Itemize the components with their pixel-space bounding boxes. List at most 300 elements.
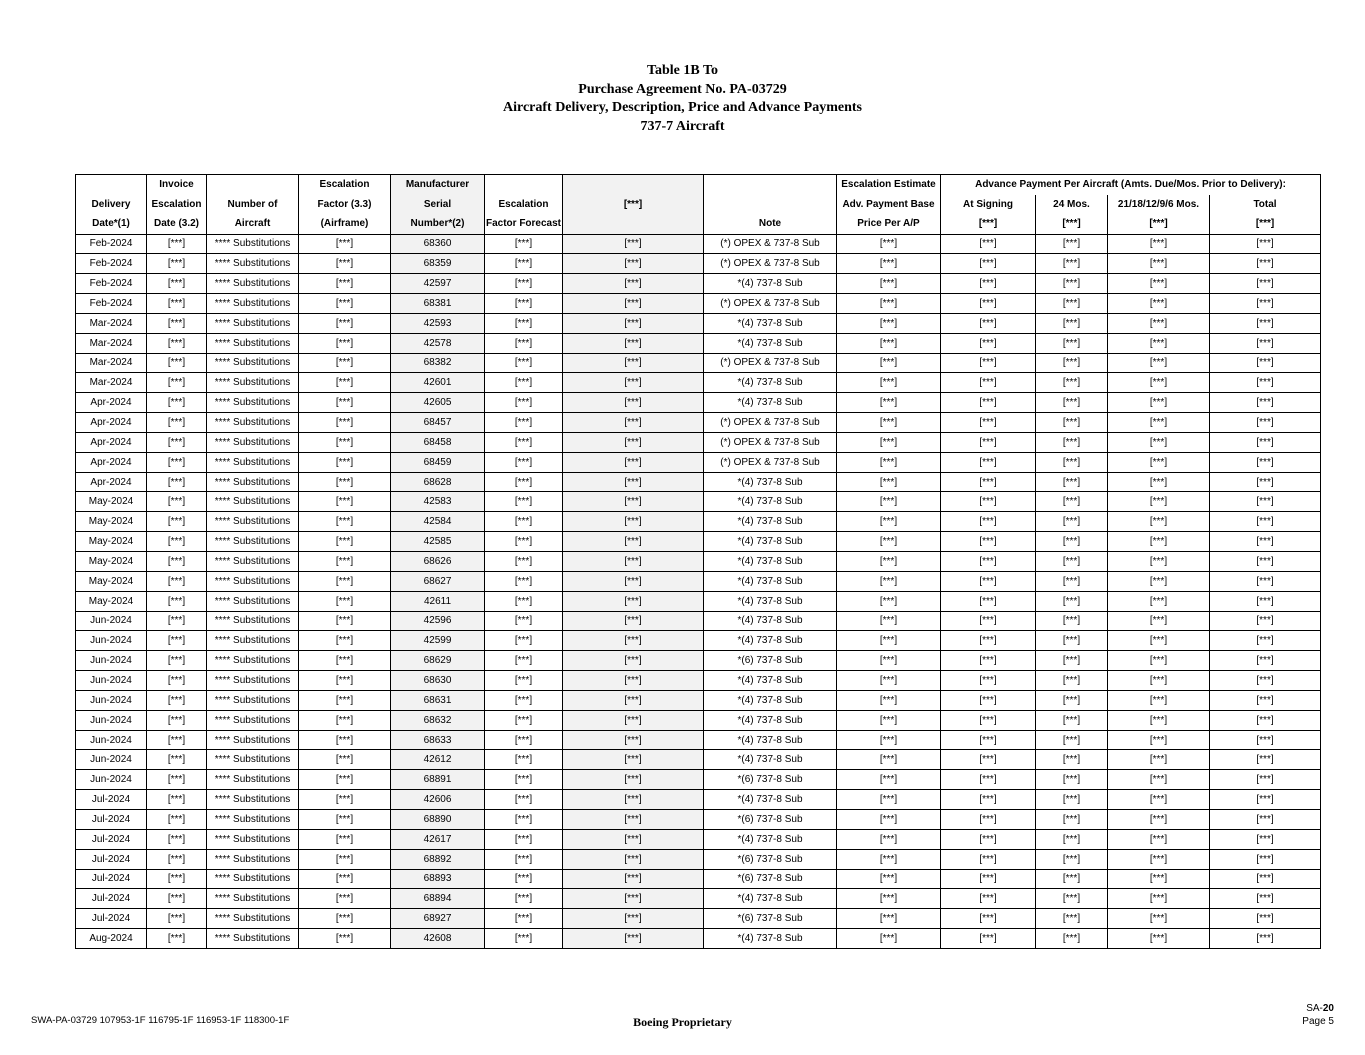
cell-factor-forecast: [***] — [485, 809, 563, 829]
footer-page-info — [1302, 1003, 1334, 1028]
cell-estimate-price: [***] — [837, 929, 941, 949]
title-line-2: Purchase Agreement No. PA-03729 — [578, 81, 787, 97]
cell-serial-number: 42596 — [391, 611, 485, 631]
cell-at-signing: [***] — [941, 889, 1036, 909]
cell-total: [***] — [1210, 889, 1321, 909]
cell-estimate-price: [***] — [837, 730, 941, 750]
cell-at-signing: [***] — [941, 313, 1036, 333]
cell-21-mos: [***] — [1108, 492, 1210, 512]
cell-note: *(4) 737-8 Sub — [704, 532, 837, 552]
cell-delivery-date: Apr-2024 — [76, 452, 147, 472]
cell-note: *(4) 737-8 Sub — [704, 631, 837, 651]
cell-delivery-date: May-2024 — [76, 552, 147, 572]
cell-factor-forecast: [***] — [485, 611, 563, 631]
cell-invoice-date: [***] — [147, 492, 207, 512]
cell-invoice-date: [***] — [147, 532, 207, 552]
cell-24-mos: [***] — [1036, 571, 1108, 591]
cell-at-signing: [***] — [941, 631, 1036, 651]
cell-escalation-factor: [***] — [299, 313, 391, 333]
cell-total: [***] — [1210, 373, 1321, 393]
footer-page-number: Page 5 — [1302, 1015, 1334, 1027]
cell-number-of-aircraft: **** Substitutions — [207, 294, 299, 314]
cell-21-mos: [***] — [1108, 829, 1210, 849]
cell-24-mos: [***] — [1036, 353, 1108, 373]
cell-note: (*) OPEX & 737-8 Sub — [704, 413, 837, 433]
cell-number-of-aircraft: **** Substitutions — [207, 333, 299, 353]
table-row — [76, 889, 1321, 909]
cell-escalation-factor: [***] — [299, 909, 391, 929]
cell-invoice-date: [***] — [147, 889, 207, 909]
cell-24-mos: [***] — [1036, 313, 1108, 333]
header-invoice: Invoice — [147, 175, 207, 195]
cell-factor-forecast: [***] — [485, 512, 563, 532]
cell-delivery-date: Feb-2024 — [76, 234, 147, 254]
cell-redacted: [***] — [563, 770, 704, 790]
table-header — [76, 175, 1321, 235]
cell-escalation-factor: [***] — [299, 849, 391, 869]
cell-factor-forecast: [***] — [485, 472, 563, 492]
cell-21-mos: [***] — [1108, 234, 1210, 254]
table-row — [76, 333, 1321, 353]
cell-invoice-date: [***] — [147, 790, 207, 810]
cell-factor-forecast: [***] — [485, 690, 563, 710]
cell-escalation-factor: [***] — [299, 750, 391, 770]
cell-factor-forecast: [***] — [485, 651, 563, 671]
cell-invoice-date: [***] — [147, 730, 207, 750]
cell-factor-forecast: [***] — [485, 532, 563, 552]
cell-number-of-aircraft: **** Substitutions — [207, 393, 299, 413]
cell-24-mos: [***] — [1036, 234, 1108, 254]
cell-total: [***] — [1210, 512, 1321, 532]
cell-invoice-date: [***] — [147, 651, 207, 671]
header-delivery: Delivery — [76, 195, 147, 215]
cell-number-of-aircraft: **** Substitutions — [207, 750, 299, 770]
cell-at-signing: [***] — [941, 353, 1036, 373]
cell-factor-forecast: [***] — [485, 294, 563, 314]
cell-factor-forecast: [***] — [485, 234, 563, 254]
cell-at-signing: [***] — [941, 929, 1036, 949]
cell-at-signing: [***] — [941, 492, 1036, 512]
cell-escalation-factor: [***] — [299, 571, 391, 591]
cell-delivery-date: Mar-2024 — [76, 373, 147, 393]
table-row — [76, 611, 1321, 631]
cell-total: [***] — [1210, 532, 1321, 552]
table-row — [76, 710, 1321, 730]
cell-24-mos: [***] — [1036, 432, 1108, 452]
table-row — [76, 234, 1321, 254]
cell-estimate-price: [***] — [837, 492, 941, 512]
cell-redacted: [***] — [563, 353, 704, 373]
cell-escalation-factor: [***] — [299, 829, 391, 849]
cell-serial-number: 42608 — [391, 929, 485, 949]
cell-estimate-price: [***] — [837, 333, 941, 353]
header-estimate: Escalation Estimate — [837, 175, 941, 195]
cell-number-of-aircraft: **** Substitutions — [207, 274, 299, 294]
cell-24-mos: [***] — [1036, 393, 1108, 413]
cell-number-of-aircraft: **** Substitutions — [207, 770, 299, 790]
cell-24-mos: [***] — [1036, 552, 1108, 572]
cell-number-of-aircraft: **** Substitutions — [207, 690, 299, 710]
cell-invoice-date: [***] — [147, 472, 207, 492]
header-note — [704, 175, 837, 195]
cell-escalation-factor: [***] — [299, 234, 391, 254]
cell-factor-forecast: [***] — [485, 571, 563, 591]
table-row — [76, 294, 1321, 314]
cell-factor-forecast: [***] — [485, 452, 563, 472]
header-at-signing: [***] — [941, 214, 1036, 234]
cell-at-signing: [***] — [941, 730, 1036, 750]
cell-redacted: [***] — [563, 671, 704, 691]
header-invoice: Date (3.2) — [147, 214, 207, 234]
cell-note: *(4) 737-8 Sub — [704, 571, 837, 591]
cell-invoice-date: [***] — [147, 432, 207, 452]
cell-serial-number: 68927 — [391, 909, 485, 929]
cell-redacted: [***] — [563, 929, 704, 949]
cell-serial-number: 68633 — [391, 730, 485, 750]
cell-note: *(4) 737-8 Sub — [704, 611, 837, 631]
cell-delivery-date: Aug-2024 — [76, 929, 147, 949]
cell-estimate-price: [***] — [837, 571, 941, 591]
cell-redacted: [***] — [563, 571, 704, 591]
table-row — [76, 929, 1321, 949]
cell-escalation-factor: [***] — [299, 770, 391, 790]
cell-invoice-date: [***] — [147, 512, 207, 532]
cell-total: [***] — [1210, 671, 1321, 691]
cell-at-signing: [***] — [941, 710, 1036, 730]
cell-estimate-price: [***] — [837, 313, 941, 333]
cell-factor-forecast: [***] — [485, 353, 563, 373]
cell-estimate-price: [***] — [837, 651, 941, 671]
cell-delivery-date: Jun-2024 — [76, 690, 147, 710]
cell-serial-number: 68891 — [391, 770, 485, 790]
cell-number-of-aircraft: **** Substitutions — [207, 413, 299, 433]
cell-estimate-price: [***] — [837, 869, 941, 889]
cell-note: *(6) 737-8 Sub — [704, 849, 837, 869]
cell-serial-number: 42593 — [391, 313, 485, 333]
cell-delivery-date: Jun-2024 — [76, 631, 147, 651]
cell-escalation-factor: [***] — [299, 671, 391, 691]
cell-serial-number: 68359 — [391, 254, 485, 274]
cell-24-mos: [***] — [1036, 333, 1108, 353]
cell-invoice-date: [***] — [147, 611, 207, 631]
cell-21-mos: [***] — [1108, 889, 1210, 909]
cell-factor-forecast: [***] — [485, 254, 563, 274]
cell-at-signing: [***] — [941, 393, 1036, 413]
cell-delivery-date: Jul-2024 — [76, 829, 147, 849]
table-row — [76, 432, 1321, 452]
cell-factor-forecast: [***] — [485, 492, 563, 512]
cell-redacted: [***] — [563, 492, 704, 512]
cell-serial-number: 68381 — [391, 294, 485, 314]
cell-note: (*) OPEX & 737-8 Sub — [704, 353, 837, 373]
cell-escalation-factor: [***] — [299, 432, 391, 452]
cell-invoice-date: [***] — [147, 671, 207, 691]
table-row — [76, 452, 1321, 472]
header-total: Total — [1210, 195, 1321, 215]
table-row — [76, 591, 1321, 611]
cell-21-mos: [***] — [1108, 591, 1210, 611]
cell-number-of-aircraft: **** Substitutions — [207, 373, 299, 393]
cell-invoice-date: [***] — [147, 234, 207, 254]
cell-total: [***] — [1210, 274, 1321, 294]
cell-estimate-price: [***] — [837, 889, 941, 909]
cell-number-of-aircraft: **** Substitutions — [207, 790, 299, 810]
cell-estimate-price: [***] — [837, 234, 941, 254]
cell-redacted: [***] — [563, 373, 704, 393]
cell-total: [***] — [1210, 452, 1321, 472]
cell-total: [***] — [1210, 770, 1321, 790]
cell-serial-number: 68459 — [391, 452, 485, 472]
header-redacted: [***] — [563, 195, 704, 215]
cell-serial-number: 42601 — [391, 373, 485, 393]
cell-total: [***] — [1210, 750, 1321, 770]
cell-total: [***] — [1210, 929, 1321, 949]
cell-factor-forecast: [***] — [485, 413, 563, 433]
cell-redacted: [***] — [563, 254, 704, 274]
cell-21-mos: [***] — [1108, 869, 1210, 889]
cell-21-mos: [***] — [1108, 333, 1210, 353]
cell-number-of-aircraft: **** Substitutions — [207, 234, 299, 254]
cell-at-signing: [***] — [941, 571, 1036, 591]
table-row — [76, 849, 1321, 869]
cell-delivery-date: Mar-2024 — [76, 333, 147, 353]
cell-escalation-factor: [***] — [299, 353, 391, 373]
cell-at-signing: [***] — [941, 790, 1036, 810]
cell-note: (*) OPEX & 737-8 Sub — [704, 294, 837, 314]
cell-number-of-aircraft: **** Substitutions — [207, 929, 299, 949]
header-at-signing: At Signing — [941, 195, 1036, 215]
cell-redacted: [***] — [563, 274, 704, 294]
table-row — [76, 750, 1321, 770]
cell-at-signing: [***] — [941, 671, 1036, 691]
cell-total: [***] — [1210, 829, 1321, 849]
cell-total: [***] — [1210, 353, 1321, 373]
cell-note: *(4) 737-8 Sub — [704, 790, 837, 810]
cell-total: [***] — [1210, 234, 1321, 254]
header-escfactor: Escalation — [299, 175, 391, 195]
cell-21-mos: [***] — [1108, 770, 1210, 790]
cell-factor-forecast: [***] — [485, 552, 563, 572]
cell-delivery-date: Jun-2024 — [76, 651, 147, 671]
cell-at-signing: [***] — [941, 690, 1036, 710]
cell-at-signing: [***] — [941, 552, 1036, 572]
cell-24-mos: [***] — [1036, 274, 1108, 294]
cell-delivery-date: Jun-2024 — [76, 770, 147, 790]
cell-total: [***] — [1210, 552, 1321, 572]
cell-factor-forecast: [***] — [485, 333, 563, 353]
table-row — [76, 512, 1321, 532]
cell-21-mos: [***] — [1108, 274, 1210, 294]
cell-delivery-date: May-2024 — [76, 571, 147, 591]
cell-escalation-factor: [***] — [299, 651, 391, 671]
cell-redacted: [***] — [563, 690, 704, 710]
table-row — [76, 472, 1321, 492]
cell-serial-number: 68632 — [391, 710, 485, 730]
cell-note: *(4) 737-8 Sub — [704, 591, 837, 611]
cell-21-mos: [***] — [1108, 730, 1210, 750]
cell-delivery-date: May-2024 — [76, 512, 147, 532]
cell-redacted: [***] — [563, 869, 704, 889]
cell-delivery-date: Jun-2024 — [76, 730, 147, 750]
cell-escalation-factor: [***] — [299, 472, 391, 492]
cell-factor-forecast: [***] — [485, 710, 563, 730]
cell-delivery-date: Apr-2024 — [76, 432, 147, 452]
cell-factor-forecast: [***] — [485, 591, 563, 611]
cell-note: (*) OPEX & 737-8 Sub — [704, 432, 837, 452]
cell-at-signing: [***] — [941, 532, 1036, 552]
cell-note: *(4) 737-8 Sub — [704, 492, 837, 512]
cell-factor-forecast: [***] — [485, 909, 563, 929]
table-row — [76, 829, 1321, 849]
cell-invoice-date: [***] — [147, 254, 207, 274]
cell-redacted: [***] — [563, 889, 704, 909]
cell-delivery-date: Mar-2024 — [76, 313, 147, 333]
cell-number-of-aircraft: **** Substitutions — [207, 552, 299, 572]
cell-delivery-date: Feb-2024 — [76, 274, 147, 294]
header-number: Number of — [207, 195, 299, 215]
table-row — [76, 492, 1321, 512]
cell-21-mos: [***] — [1108, 294, 1210, 314]
cell-serial-number: 42617 — [391, 829, 485, 849]
cell-24-mos: [***] — [1036, 631, 1108, 651]
header-21-mos: 21/18/12/9/6 Mos. — [1108, 195, 1210, 215]
cell-24-mos: [***] — [1036, 591, 1108, 611]
cell-21-mos: [***] — [1108, 552, 1210, 572]
cell-note: *(4) 737-8 Sub — [704, 730, 837, 750]
cell-24-mos: [***] — [1036, 750, 1108, 770]
cell-at-signing: [***] — [941, 909, 1036, 929]
cell-factor-forecast: [***] — [485, 790, 563, 810]
table-row — [76, 690, 1321, 710]
cell-invoice-date: [***] — [147, 829, 207, 849]
cell-24-mos: [***] — [1036, 532, 1108, 552]
cell-at-signing: [***] — [941, 472, 1036, 492]
cell-escalation-factor: [***] — [299, 294, 391, 314]
cell-redacted: [***] — [563, 552, 704, 572]
cell-factor-forecast: [***] — [485, 432, 563, 452]
cell-at-signing: [***] — [941, 611, 1036, 631]
cell-24-mos: [***] — [1036, 730, 1108, 750]
cell-factor-forecast: [***] — [485, 393, 563, 413]
cell-invoice-date: [***] — [147, 413, 207, 433]
cell-delivery-date: Jul-2024 — [76, 849, 147, 869]
cell-number-of-aircraft: **** Substitutions — [207, 829, 299, 849]
cell-total: [***] — [1210, 254, 1321, 274]
table-row — [76, 651, 1321, 671]
cell-21-mos: [***] — [1108, 909, 1210, 929]
cell-total: [***] — [1210, 909, 1321, 929]
cell-estimate-price: [***] — [837, 591, 941, 611]
cell-24-mos: [***] — [1036, 869, 1108, 889]
cell-total: [***] — [1210, 710, 1321, 730]
header-21-mos: [***] — [1108, 214, 1210, 234]
cell-redacted: [***] — [563, 790, 704, 810]
cell-21-mos: [***] — [1108, 671, 1210, 691]
cell-invoice-date: [***] — [147, 750, 207, 770]
header-estimate: Price Per A/P — [837, 214, 941, 234]
cell-serial-number: 68893 — [391, 869, 485, 889]
header-forecast — [485, 175, 563, 195]
cell-estimate-price: [***] — [837, 294, 941, 314]
header-delivery — [76, 175, 147, 195]
cell-21-mos: [***] — [1108, 373, 1210, 393]
cell-redacted: [***] — [563, 750, 704, 770]
cell-serial-number: 42583 — [391, 492, 485, 512]
cell-number-of-aircraft: **** Substitutions — [207, 710, 299, 730]
cell-delivery-date: Jul-2024 — [76, 909, 147, 929]
cell-serial-number: 42599 — [391, 631, 485, 651]
cell-serial-number: 42605 — [391, 393, 485, 413]
cell-number-of-aircraft: **** Substitutions — [207, 571, 299, 591]
cell-invoice-date: [***] — [147, 313, 207, 333]
header-forecast: Escalation — [485, 195, 563, 215]
cell-serial-number: 68628 — [391, 472, 485, 492]
cell-24-mos: [***] — [1036, 611, 1108, 631]
cell-invoice-date: [***] — [147, 909, 207, 929]
footer-sa-number: 20 — [1322, 1003, 1334, 1014]
cell-escalation-factor: [***] — [299, 532, 391, 552]
cell-note: (*) OPEX & 737-8 Sub — [704, 254, 837, 274]
table-row — [76, 571, 1321, 591]
cell-24-mos: [***] — [1036, 492, 1108, 512]
title-line-3: Aircraft Delivery, Description, Price and Advance Payments — [502, 100, 862, 115]
cell-factor-forecast: [***] — [485, 671, 563, 691]
cell-serial-number: 68457 — [391, 413, 485, 433]
cell-redacted: [***] — [563, 452, 704, 472]
cell-estimate-price: [***] — [837, 373, 941, 393]
cell-serial-number: 68629 — [391, 651, 485, 671]
cell-serial-number: 42584 — [391, 512, 485, 532]
cell-at-signing: [***] — [941, 234, 1036, 254]
cell-number-of-aircraft: **** Substitutions — [207, 591, 299, 611]
cell-at-signing: [***] — [941, 413, 1036, 433]
cell-delivery-date: Jul-2024 — [76, 889, 147, 909]
cell-redacted: [***] — [563, 432, 704, 452]
cell-delivery-date: May-2024 — [76, 492, 147, 512]
cell-escalation-factor: [***] — [299, 512, 391, 532]
header-serial: Number*(2) — [391, 214, 485, 234]
cell-redacted: [***] — [563, 512, 704, 532]
cell-21-mos: [***] — [1108, 452, 1210, 472]
cell-24-mos: [***] — [1036, 452, 1108, 472]
cell-redacted: [***] — [563, 234, 704, 254]
cell-total: [***] — [1210, 432, 1321, 452]
cell-number-of-aircraft: **** Substitutions — [207, 651, 299, 671]
cell-invoice-date: [***] — [147, 770, 207, 790]
cell-redacted: [***] — [563, 730, 704, 750]
table-row — [76, 353, 1321, 373]
cell-redacted: [***] — [563, 849, 704, 869]
delivery-table — [75, 174, 1321, 949]
cell-total: [***] — [1210, 571, 1321, 591]
cell-estimate-price: [***] — [837, 532, 941, 552]
header-number — [207, 175, 299, 195]
cell-21-mos: [***] — [1108, 809, 1210, 829]
cell-21-mos: [***] — [1108, 651, 1210, 671]
cell-at-signing: [***] — [941, 294, 1036, 314]
cell-total: [***] — [1210, 869, 1321, 889]
cell-note: (*) OPEX & 737-8 Sub — [704, 452, 837, 472]
cell-number-of-aircraft: **** Substitutions — [207, 849, 299, 869]
cell-at-signing: [***] — [941, 512, 1036, 532]
cell-factor-forecast: [***] — [485, 770, 563, 790]
cell-total: [***] — [1210, 492, 1321, 512]
cell-number-of-aircraft: **** Substitutions — [207, 869, 299, 889]
cell-total: [***] — [1210, 294, 1321, 314]
cell-delivery-date: Feb-2024 — [76, 254, 147, 274]
cell-serial-number: 42611 — [391, 591, 485, 611]
table-row — [76, 313, 1321, 333]
